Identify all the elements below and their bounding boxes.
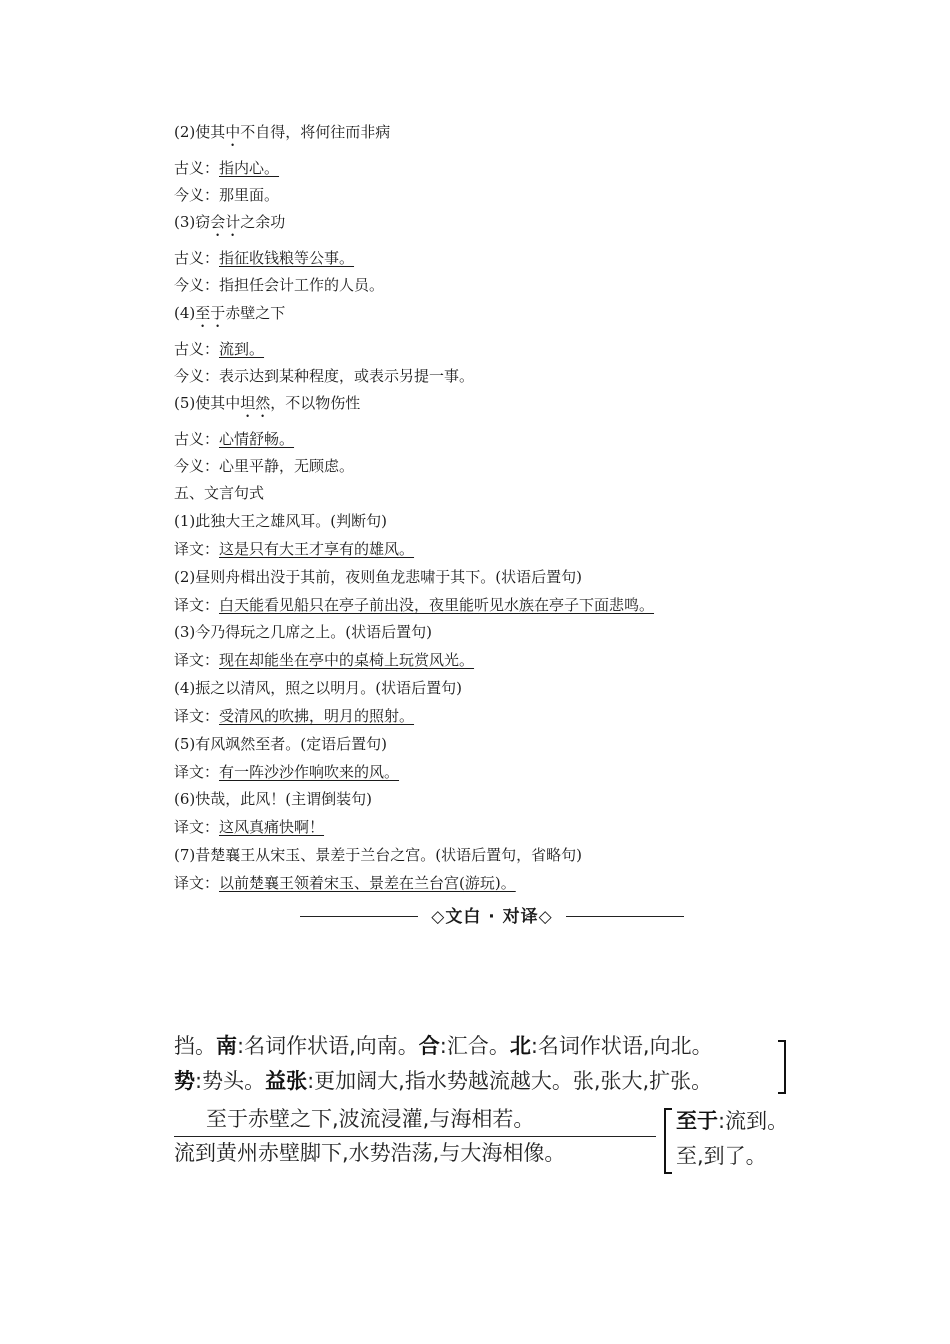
divider-title: ◇文白 · 对译◇ xyxy=(431,907,553,927)
section-divider xyxy=(300,906,684,928)
pattern-translation-6: 译文：这风真痛快啊！ xyxy=(174,818,325,836)
annotation-line-1: 挡。南:名词作状语,向南。合:汇合。北:名词作状语,向北。 xyxy=(174,1034,713,1058)
divider-rule-left xyxy=(300,916,418,917)
word-sentence-4: (4)至于赤壁之下 xyxy=(174,304,286,322)
jin-yi-2: 今义：那里面。 xyxy=(174,186,280,204)
pattern-translation-5: 译文：有一阵沙沙作响吹来的风。 xyxy=(174,763,400,781)
word-sentence-3: (3)窃会计之余功 xyxy=(174,213,286,231)
pattern-sentence-6: (6)快哉，此风！(主谓倒装句) xyxy=(174,790,372,808)
divider-rule-right xyxy=(566,916,684,917)
pattern-sentence-3: (3)今乃得玩之几席之上。(状语后置句) xyxy=(174,623,432,641)
pattern-translation-2: 译文：白天能看见船只在亭子前出没，夜里能听见水族在亭子下面悲鸣。 xyxy=(174,596,655,614)
pattern-sentence-2: (2)昼则舟楫出没于其前，夜则鱼龙悲啸于其下。(状语后置句) xyxy=(174,568,582,586)
original-translation-rule xyxy=(174,1136,656,1137)
pattern-translation-1: 译文：这是只有大王才享有的雄风。 xyxy=(174,540,415,558)
translation-sentence: 流到黄州赤壁脚下,水势浩荡,与大海相像。 xyxy=(174,1141,566,1165)
note-line-2: 至,到了。 xyxy=(676,1144,767,1168)
pattern-translation-4: 译文：受清风的吹拂，明月的照射。 xyxy=(174,707,415,725)
original-sentence: 至于赤壁之下,波流浸灌,与海相若。 xyxy=(206,1107,535,1131)
gu-yi-5: 古义：心情舒畅。 xyxy=(174,430,295,448)
jin-yi-5: 今义：心里平静，无顾虑。 xyxy=(174,457,355,475)
annotation-bracket-right xyxy=(778,1040,786,1094)
pattern-sentence-7: (7)昔楚襄王从宋玉、景差于兰台之宫。(状语后置句，省略句) xyxy=(174,846,582,864)
gu-yi-3: 古义：指征收钱粮等公事。 xyxy=(174,249,355,267)
pattern-translation-7: 译文：以前楚襄王领着宋玉、景差在兰台宫(游玩)。 xyxy=(174,874,516,892)
pattern-sentence-1: (1)此独大王之雄风耳。(判断句) xyxy=(174,512,387,530)
note-line-1: 至于:流到。 xyxy=(676,1109,789,1133)
jin-yi-4: 今义：表示达到某种程度，或表示另提一事。 xyxy=(174,367,475,385)
section-heading: 五、文言句式 xyxy=(174,484,265,502)
annotation-line-2: 势:势头。益张:更加阔大,指水势越流越大。张,张大,扩张。 xyxy=(174,1069,713,1093)
pattern-sentence-5: (5)有风飒然至者。(定语后置句) xyxy=(174,735,387,753)
word-sentence-5: (5)使其中坦然，不以物伤性 xyxy=(174,394,361,412)
gu-yi-4: 古义：流到。 xyxy=(174,340,265,358)
note-bracket-left xyxy=(664,1108,672,1174)
jin-yi-3: 今义：指担任会计工作的人员。 xyxy=(174,276,385,294)
gu-yi-2: 古义：指内心。 xyxy=(174,159,280,177)
word-sentence-2: (2)使其中不自得，将何往而非病 xyxy=(174,123,391,141)
pattern-translation-3: 译文：现在却能坐在亭中的桌椅上玩赏风光。 xyxy=(174,651,475,669)
pattern-sentence-4: (4)振之以清风，照之以明月。(状语后置句) xyxy=(174,679,462,697)
